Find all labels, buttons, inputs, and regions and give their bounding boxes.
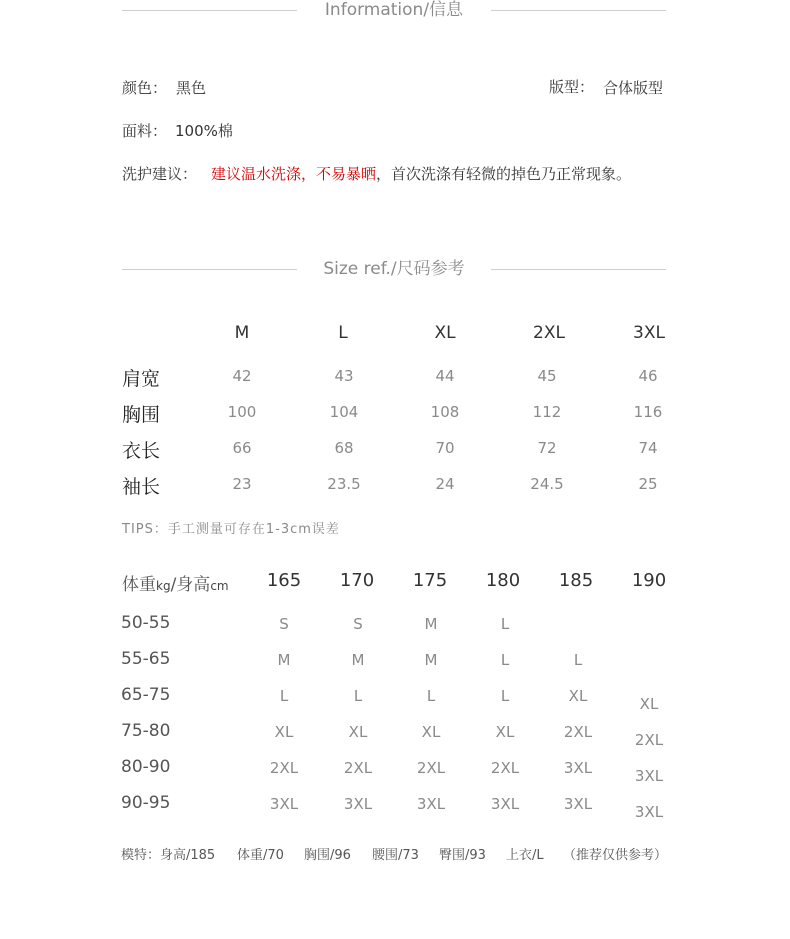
weight-cell: L bbox=[279, 687, 289, 705]
size-col-header: 2XL bbox=[533, 323, 565, 343]
model-waist: 腰围/73 bbox=[372, 848, 419, 863]
size-cell: 44 bbox=[435, 367, 455, 385]
weight-cell: 2XL bbox=[490, 759, 520, 777]
weight-cell: 3XL bbox=[563, 759, 593, 777]
weight-cell: L bbox=[353, 687, 363, 705]
size-cell: 42 bbox=[232, 367, 252, 385]
weight-row-label: 55-65 bbox=[121, 649, 171, 669]
model-weight: 体重/70 bbox=[237, 848, 284, 863]
size-cell: 23.5 bbox=[327, 475, 361, 493]
size-cell: 74 bbox=[638, 439, 658, 457]
size-cell: 72 bbox=[537, 439, 557, 457]
height-col-header: 180 bbox=[485, 570, 521, 591]
weight-row-label: 75-80 bbox=[121, 721, 171, 741]
weight-cell: XL bbox=[495, 723, 515, 741]
size-cell: 108 bbox=[430, 403, 460, 421]
weight-cell: M bbox=[277, 651, 291, 669]
model-chest: 胸围/96 bbox=[304, 848, 351, 863]
model-height: 模特：身高/185 bbox=[121, 848, 216, 863]
weight-cell: L bbox=[500, 615, 510, 633]
color-label: 颜色： bbox=[122, 79, 168, 97]
model-top-size: 上衣/L bbox=[506, 848, 544, 863]
model-note: （推荐仅供参考） bbox=[563, 848, 668, 863]
divider-right bbox=[491, 269, 666, 270]
size-row-label: 肩宽 bbox=[122, 368, 161, 390]
measurement-tips: TIPS：手工测量可存在1-3cm误差 bbox=[122, 522, 340, 537]
size-heading: Size ref./尺码参考 bbox=[323, 259, 465, 279]
size-cell: 23 bbox=[232, 475, 252, 493]
height-col-header: 175 bbox=[412, 570, 448, 591]
size-col-header: 3XL bbox=[633, 323, 665, 343]
care-rest: ，首次洗涤有轻微的掉色乃正常现象。 bbox=[376, 165, 632, 183]
weight-cell: 2XL bbox=[343, 759, 373, 777]
weight-cell: 3XL bbox=[269, 795, 299, 813]
weight-cell: L bbox=[426, 687, 436, 705]
weight-cell: 3XL bbox=[416, 795, 446, 813]
weight-cell: 3XL bbox=[490, 795, 520, 813]
weight-cell: L bbox=[500, 651, 510, 669]
size-row-label: 衣长 bbox=[122, 440, 161, 462]
weight-cell: M bbox=[424, 615, 438, 633]
size-cell: 24.5 bbox=[530, 475, 564, 493]
weight-cell: XL bbox=[348, 723, 368, 741]
size-cell: 45 bbox=[537, 367, 557, 385]
size-col-header: M bbox=[234, 323, 250, 343]
weight-row-label: 65-75 bbox=[121, 685, 171, 705]
weight-cell: 2XL bbox=[634, 731, 664, 749]
weight-cell: 3XL bbox=[563, 795, 593, 813]
weight-cell: L bbox=[573, 651, 583, 669]
size-cell: 116 bbox=[633, 403, 663, 421]
weight-cell: S bbox=[353, 615, 363, 633]
weight-cell: M bbox=[424, 651, 438, 669]
size-cell: 100 bbox=[227, 403, 257, 421]
care-highlight: 建议温水洗涤，不易暴晒 bbox=[211, 165, 377, 183]
weight-cell: XL bbox=[421, 723, 441, 741]
weight-row-label: 90-95 bbox=[121, 793, 171, 813]
weight-cell: M bbox=[351, 651, 365, 669]
height-label: /身高 bbox=[170, 575, 211, 595]
weight-cell: S bbox=[279, 615, 289, 633]
weight-row-label: 80-90 bbox=[121, 757, 171, 777]
size-cell: 104 bbox=[329, 403, 359, 421]
model-hip: 臀围/93 bbox=[439, 848, 486, 863]
care-row bbox=[122, 164, 631, 184]
fabric-value: 100%棉 bbox=[175, 122, 233, 140]
height-col-header: 190 bbox=[631, 570, 667, 591]
weight-cell: XL bbox=[568, 687, 588, 705]
weight-cell: 3XL bbox=[634, 803, 664, 821]
color-value: 黑色 bbox=[176, 79, 207, 97]
size-cell: 112 bbox=[532, 403, 562, 421]
fabric-label: 面料： bbox=[122, 122, 168, 140]
size-cell: 66 bbox=[232, 439, 252, 457]
size-cell: 25 bbox=[638, 475, 658, 493]
care-label: 洗护建议： bbox=[122, 165, 198, 183]
divider-left bbox=[122, 10, 297, 11]
weight-cell: 3XL bbox=[634, 767, 664, 785]
weight-cell: 2XL bbox=[416, 759, 446, 777]
size-row-label: 袖长 bbox=[122, 476, 161, 498]
weight-cell: 2XL bbox=[563, 723, 593, 741]
height-unit: cm bbox=[210, 579, 229, 593]
size-row-label: 胸围 bbox=[122, 404, 161, 426]
size-col-header: L bbox=[338, 323, 348, 343]
info-heading: Information/信息 bbox=[324, 0, 464, 20]
height-col-header: 170 bbox=[339, 570, 375, 591]
weight-cell: XL bbox=[639, 695, 659, 713]
size-cell: 43 bbox=[334, 367, 354, 385]
fit-value: 合体版型 bbox=[603, 79, 664, 97]
weight-cell: XL bbox=[274, 723, 294, 741]
size-cell: 70 bbox=[435, 439, 455, 457]
weight-height-header bbox=[122, 570, 229, 595]
height-col-header: 185 bbox=[558, 570, 594, 591]
weight-unit: kg bbox=[156, 579, 171, 593]
size-col-header: XL bbox=[434, 323, 456, 343]
weight-row-label: 50-55 bbox=[121, 613, 171, 633]
divider-right bbox=[491, 10, 666, 11]
divider-left bbox=[122, 269, 297, 270]
size-cell: 46 bbox=[638, 367, 658, 385]
weight-cell: L bbox=[500, 687, 510, 705]
size-cell: 68 bbox=[334, 439, 354, 457]
height-col-header: 165 bbox=[266, 570, 302, 591]
fit-label: 版型： bbox=[549, 78, 595, 96]
weight-label: 体重 bbox=[122, 575, 156, 595]
weight-cell: 3XL bbox=[343, 795, 373, 813]
weight-cell: 2XL bbox=[269, 759, 299, 777]
size-cell: 24 bbox=[435, 475, 455, 493]
